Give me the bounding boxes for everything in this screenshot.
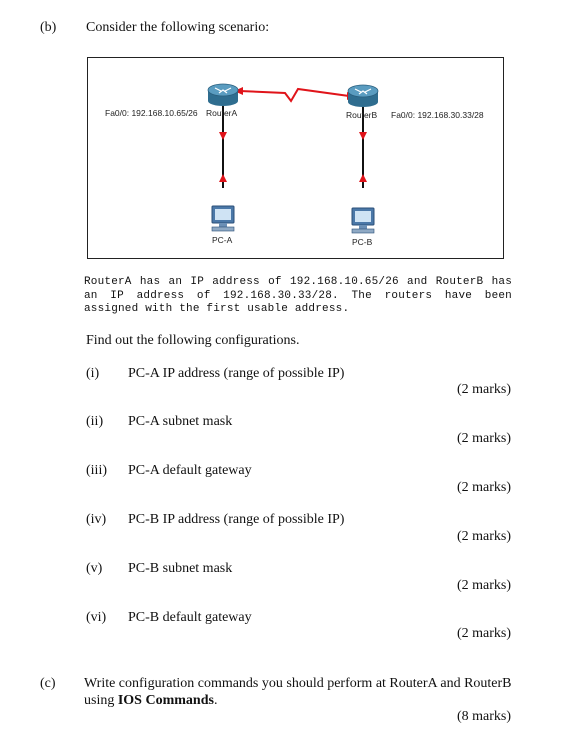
arrow-routera-down <box>219 132 227 140</box>
router-a-icon <box>208 84 238 106</box>
question-marks: (2 marks) <box>456 480 511 495</box>
question-marks: (2 marks) <box>456 626 511 641</box>
network-diagram-svg <box>88 58 503 258</box>
section-c-prefix: using <box>84 693 118 708</box>
section-b-label: (b) <box>40 20 57 35</box>
scenario-line-1: RouterA has an IP address of 192.168.10.65/26 and RouterB has <box>84 276 512 288</box>
section-c-label: (c) <box>40 676 56 691</box>
question-text: PC-A subnet mask <box>128 414 233 429</box>
pc-a-label: PC-A <box>212 235 233 245</box>
question-number: (ii) <box>86 414 104 429</box>
arrow-routerb-down <box>359 132 367 140</box>
question-marks: (2 marks) <box>456 529 511 544</box>
scenario-line-2: an IP address of 192.168.30.33/28. The routers have been <box>84 289 512 302</box>
router-b-icon <box>348 85 378 107</box>
pc-a-icon <box>212 206 234 231</box>
question-marks: (2 marks) <box>456 382 511 397</box>
question-text: PC-B subnet mask <box>128 561 233 576</box>
arrow-pca-up <box>219 174 227 182</box>
scenario-line-3: assigned with the first usable address. <box>84 303 350 315</box>
section-c-marks: (8 marks) <box>456 709 511 724</box>
section-b-heading: Consider the following scenario: <box>86 20 270 35</box>
pc-b-icon <box>352 208 374 233</box>
find-out-instruction: Find out the following configurations. <box>86 333 300 348</box>
question-number: (iii) <box>86 463 107 478</box>
section-c-line-1: Write configuration commands you should perform at RouterA and RouterB <box>84 676 512 691</box>
section-c-line-2 <box>84 693 217 709</box>
router-a-interface-label: Fa0/0: 192.168.10.65/26 <box>105 108 198 118</box>
pc-b-label: PC-B <box>352 237 373 247</box>
network-diagram <box>87 57 504 259</box>
router-b-interface-label: Fa0/0: 192.168.30.33/28 <box>391 110 484 120</box>
question-number: (i) <box>86 366 100 381</box>
question-marks: (2 marks) <box>456 578 511 593</box>
ios-commands-emphasis: IOS Commands <box>117 693 214 708</box>
question-number: (v) <box>86 561 103 576</box>
question-marks: (2 marks) <box>456 431 511 446</box>
question-number: (vi) <box>86 610 107 625</box>
question-text: PC-A default gateway <box>128 463 252 478</box>
section-c-suffix: . <box>213 693 218 708</box>
question-text: PC-B default gateway <box>128 610 252 625</box>
question-text: PC-B IP address (range of possible IP) <box>128 512 345 527</box>
arrow-pcb-up <box>359 174 367 182</box>
router-a-label: RouterA <box>206 108 238 118</box>
router-b-label: RouterB <box>346 110 378 120</box>
question-text: PC-A IP address (range of possible IP) <box>128 366 345 381</box>
scenario-text <box>84 276 512 317</box>
question-number: (iv) <box>86 512 107 527</box>
serial-link <box>240 89 349 101</box>
